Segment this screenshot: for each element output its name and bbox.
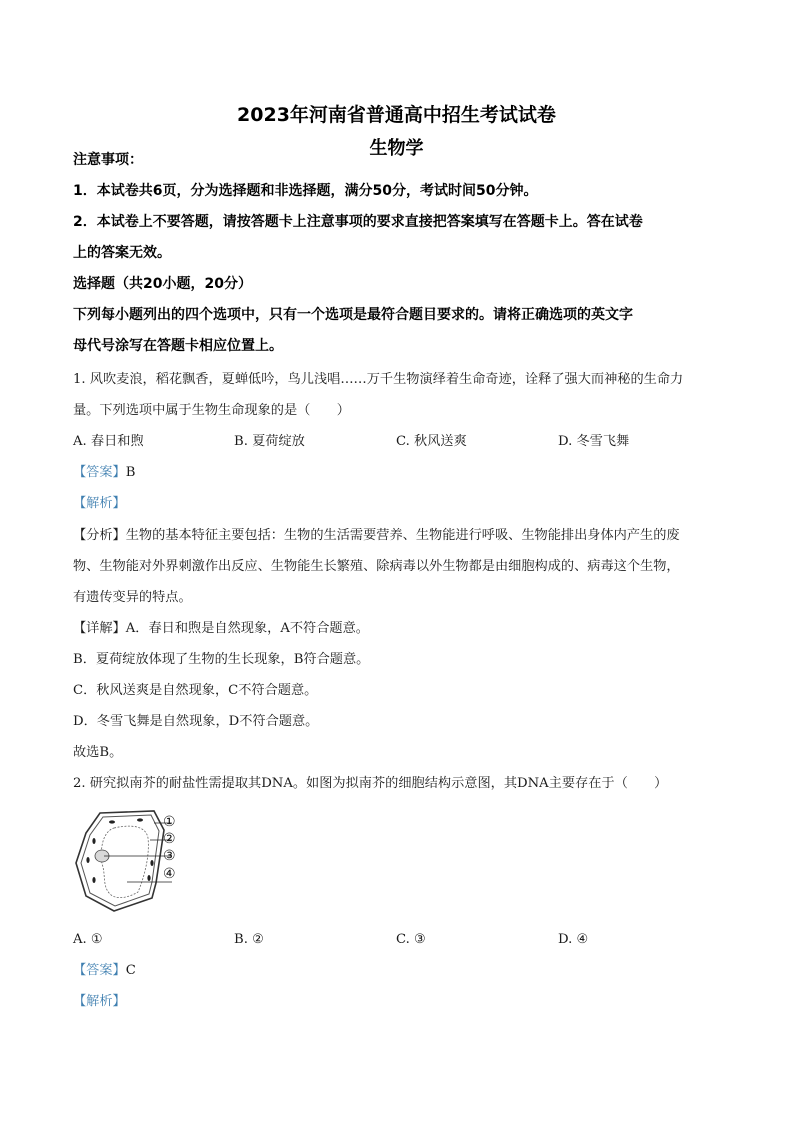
answer-tag: 【答案】 [73,465,126,480]
q1-analysis-tag: 【解析】 [73,496,126,511]
q1-fenxi-1 [73,528,680,544]
figure-label-3: ③ [163,848,176,864]
notice-item-1: 1．本试卷共6页，分为选择题和非选择题，满分50分，考试时间50分钟。 [73,183,538,199]
answer-tag: 【答案】 [73,963,126,978]
q1-option-a: A. 春日和煦 [73,434,144,449]
q1-option-b: B. 夏荷绽放 [234,434,305,449]
notice-heading: 注意事项： [73,152,143,168]
notice-item-2-cont: 上的答案无效。 [73,245,171,261]
q1-stem-1: 1. 风吹麦浪，稻花飘香，夏蝉低吟，鸟儿浅唱……万千生物演绎着生命奇迹，诠释了强大而神秘的生命力 [73,372,684,387]
q1-option-d: D. 冬雪飞舞 [558,434,630,449]
q1-xiangjie-3: C．秋风送爽是自然现象，C不符合题意。 [73,683,318,698]
q2-option-c: C. ③ [396,932,426,947]
q2-answer [73,963,136,979]
q1-conclusion: 故选B。 [73,745,123,760]
q2-stem: 2. 研究拟南芥的耐盐性需提取其DNA。如图为拟南芥的细胞结构示意图，其DNA主要存在于（ ） [73,776,668,791]
q1-option-c: C. 秋风送爽 [396,434,467,449]
section-heading: 选择题（共20小题，20分） [73,276,252,292]
q2-option-b: B. ② [234,932,264,947]
figure-label-1: ① [163,814,176,830]
section-instructions-1: 下列每小题列出的四个选项中，只有一个选项是最符合题目要求的。请将正确选项的英文字 [73,307,633,323]
xiangjie-tag: 【详解】 [73,621,126,636]
q1-answer [73,465,135,481]
q1-xiangjie-2: B．夏荷绽放体现了生物的生长现象，B符合题意。 [73,652,370,667]
answer-value: C [125,963,136,978]
figure-label-2: ② [163,831,176,847]
q2-analysis-tag: 【解析】 [73,994,126,1009]
fenxi-text: 生物的基本特征主要包括：生物的生活需要营养、生物能进行呼吸、生物能排出身体内产生的废 [125,528,680,543]
fenxi-tag: 【分析】 [73,528,126,543]
answer-value: B [125,465,136,480]
q1-xiangjie-4: D．冬雪飞舞是自然现象，D不符合题意。 [73,714,319,729]
figure-label-4: ④ [163,866,176,882]
notice-item-2: 2．本试卷上不要答题，请按答题卡上注意事项的要求直接把答案填写在答题卡上。答在试卷 [73,214,643,230]
q1-fenxi-3: 有遗传变异的特点。 [73,590,192,605]
q2-option-a: A. ① [73,932,103,947]
exam-title: 2023年河南省普通高中招生考试试卷 [237,104,556,126]
subject-title: 生物学 [369,138,424,159]
q2-option-d: D. ④ [558,932,589,947]
xiangjie-text: A．春日和煦是自然现象，A不符合题意。 [125,621,369,636]
q1-fenxi-2: 物、生物能对外界刺激作出反应、生物能生长繁殖、除病毒以外生物都是由细胞构成的、病毒这个生物， [73,559,680,574]
q1-stem-2: 量。下列选项中属于生物生命现象的是（ ） [73,403,350,418]
section-instructions-2: 母代号涂写在答题卡相应位置上。 [73,338,283,354]
q1-xiangjie-1 [73,621,369,637]
